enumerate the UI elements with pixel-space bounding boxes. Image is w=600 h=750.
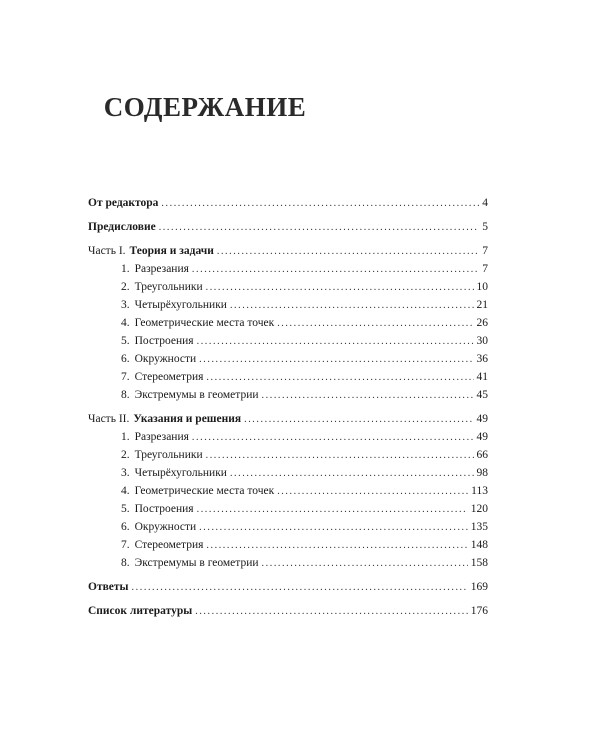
toc-entry-part-1-ch-5 [88, 332, 488, 350]
toc-entry-part-2-ch-6 [88, 518, 488, 536]
toc-entry-title: Геометрические места точек [134, 317, 275, 329]
toc-entry-title: Окружности [134, 353, 197, 365]
dot-leader [197, 501, 468, 519]
toc-entry-title: Указания и решения [133, 413, 242, 425]
toc-entry-page: 10 [476, 281, 488, 293]
toc-entry-page: 120 [470, 503, 488, 515]
toc-entry-number: 6. [121, 521, 130, 533]
toc-entry-page: 4 [482, 197, 488, 209]
dot-leader [159, 219, 480, 237]
toc-entry-page: 176 [470, 605, 488, 617]
toc-entry-title: Окружности [134, 521, 197, 533]
toc-entry-page: 26 [476, 317, 488, 329]
toc-entry-page: 66 [476, 449, 488, 461]
dot-leader [206, 369, 473, 387]
dot-leader [217, 243, 479, 261]
dot-leader [277, 483, 468, 501]
dot-leader [230, 297, 474, 315]
dot-leader [277, 315, 473, 333]
toc-entry-title: Предисловие [88, 221, 156, 233]
toc-entry-part-1 [88, 242, 488, 260]
toc-entry-title: Ответы [88, 581, 129, 593]
toc-entry-number: 5. [121, 335, 130, 347]
toc-entry-number: 8. [121, 389, 130, 401]
toc-entry-number: 5. [121, 503, 130, 515]
toc-entry-number: 1. [121, 431, 130, 443]
toc-entry-page: 7 [482, 245, 488, 257]
dot-leader [197, 333, 474, 351]
toc-entry-title: Разрезания [134, 431, 189, 443]
toc-entry-part-2-ch-7 [88, 536, 488, 554]
toc-entry-answers [88, 578, 488, 596]
toc-entry-page: 169 [470, 581, 488, 593]
dot-leader [262, 387, 474, 405]
dot-leader [161, 195, 479, 213]
toc-entry-title: Разрезания [134, 263, 189, 275]
dot-leader [206, 447, 474, 465]
toc-entry-preface [88, 218, 488, 236]
toc-entry-page: 158 [470, 557, 488, 569]
toc-entry-part-1-ch-3 [88, 296, 488, 314]
toc-entry-page: 36 [476, 353, 488, 365]
toc-entry-title: Четырёхугольники [134, 299, 227, 311]
dot-leader [206, 279, 474, 297]
table-of-contents [88, 194, 488, 620]
toc-entry-part-1-ch-4 [88, 314, 488, 332]
toc-entry-part-2-ch-4 [88, 482, 488, 500]
toc-entry-title: Стереометрия [134, 539, 204, 551]
dot-leader [199, 519, 468, 537]
toc-entry-title: Геометрические места точек [134, 485, 275, 497]
toc-entry-page: 148 [470, 539, 488, 551]
toc-entry-title: Построения [134, 335, 194, 347]
dot-leader [192, 429, 474, 447]
dot-leader [244, 411, 473, 429]
toc-entry-part-2-ch-2 [88, 446, 488, 464]
toc-entry-page: 113 [471, 485, 488, 497]
toc-part-prefix: Часть I. [88, 245, 126, 257]
toc-entry-part-2-ch-3 [88, 464, 488, 482]
toc-entry-part-1-ch-1 [88, 260, 488, 278]
toc-entry-page: 98 [476, 467, 488, 479]
toc-entry-editor [88, 194, 488, 212]
toc-entry-page: 7 [482, 263, 488, 275]
toc-part-prefix: Часть II. [88, 413, 130, 425]
toc-entry-number: 8. [121, 557, 130, 569]
toc-entry-page: 45 [476, 389, 488, 401]
toc-entry-number: 1. [121, 263, 130, 275]
dot-leader [132, 579, 468, 597]
toc-entry-part-2-ch-5 [88, 500, 488, 518]
toc-entry-page: 30 [476, 335, 488, 347]
toc-entry-page: 41 [476, 371, 488, 383]
toc-entry-title: Четырёхугольники [134, 467, 227, 479]
toc-entry-part-2-ch-8 [88, 554, 488, 572]
toc-entry-part-1-ch-7 [88, 368, 488, 386]
page-title: СОДЕРЖАНИЕ [103, 92, 307, 122]
toc-entry-number: 7. [121, 371, 130, 383]
toc-entry-title: Треугольники [134, 449, 203, 461]
toc-entry-bibliography [88, 602, 488, 620]
toc-entry-title: Экстремумы в геометрии [134, 557, 259, 569]
dot-leader [230, 465, 474, 483]
toc-entry-part-1-ch-6 [88, 350, 488, 368]
toc-entry-number: 3. [121, 299, 130, 311]
toc-entry-page: 21 [476, 299, 488, 311]
toc-entry-title: Список литературы [88, 605, 193, 617]
toc-entry-part-2-ch-1 [88, 428, 488, 446]
toc-entry-page: 49 [476, 413, 488, 425]
toc-entry-page: 5 [482, 221, 488, 233]
toc-entry-number: 4. [121, 485, 130, 497]
toc-entry-number: 6. [121, 353, 130, 365]
dot-leader [192, 261, 479, 279]
toc-entry-number: 2. [121, 449, 130, 461]
dot-leader [195, 603, 468, 621]
toc-entry-title: Построения [134, 503, 194, 515]
toc-entry-part-1-ch-8 [88, 386, 488, 404]
toc-entry-page: 135 [470, 521, 488, 533]
toc-entry-number: 3. [121, 467, 130, 479]
toc-entry-part-2 [88, 410, 488, 428]
toc-entry-page: 49 [476, 431, 488, 443]
dot-leader [199, 351, 473, 369]
toc-entry-number: 2. [121, 281, 130, 293]
toc-entry-title: От редактора [88, 197, 159, 209]
toc-entry-title: Стереометрия [134, 371, 204, 383]
dot-leader [262, 555, 468, 573]
toc-entry-title: Треугольники [134, 281, 203, 293]
toc-entry-number: 4. [121, 317, 130, 329]
toc-entry-number: 7. [121, 539, 130, 551]
toc-entry-title: Экстремумы в геометрии [134, 389, 259, 401]
dot-leader [206, 537, 467, 555]
toc-entry-title: Теория и задачи [129, 245, 214, 257]
toc-entry-part-1-ch-2 [88, 278, 488, 296]
